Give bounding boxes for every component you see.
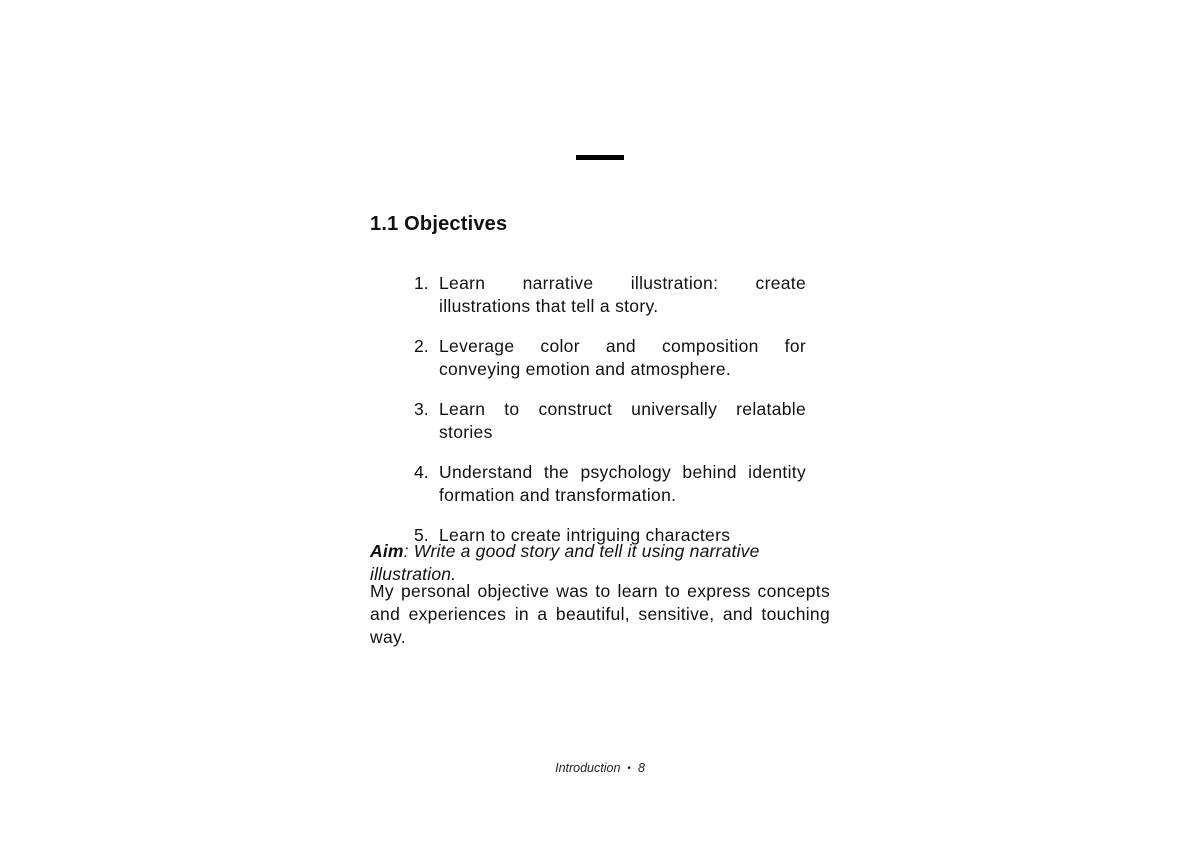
objective-number: 5. xyxy=(414,525,429,545)
aim-label: Aim xyxy=(370,541,404,561)
aim-text: Write a good story and tell it using narrative illustration. xyxy=(370,541,760,584)
objective-text: Learn to construct universally relatable stories xyxy=(439,399,806,442)
objectives-list xyxy=(414,272,806,564)
objective-item xyxy=(414,461,806,507)
objective-item xyxy=(414,398,806,444)
objective-number: 4. xyxy=(414,462,429,482)
objective-text: Learn to create intriguing characters xyxy=(439,525,731,545)
footer-chapter: Introduction xyxy=(555,761,621,775)
objective-number: 1. xyxy=(414,273,429,293)
personal-objective-paragraph: My personal objective was to learn to express concepts and experiences in a beautiful, sensitive, and touching way. xyxy=(370,581,830,647)
section-divider-bar xyxy=(576,155,624,160)
objective-text: Learn narrative illustration: create illustrations that tell a story. xyxy=(439,273,806,316)
objective-item xyxy=(414,272,806,318)
objective-text: Understand the psychology behind identity formation and transformation. xyxy=(439,462,806,505)
objective-number: 3. xyxy=(414,399,429,419)
objective-text: Leverage color and composition for conveying emotion and atmosphere. xyxy=(439,336,806,379)
page-footer xyxy=(0,761,1200,775)
objective-number: 2. xyxy=(414,336,429,356)
objective-item xyxy=(414,335,806,381)
section-heading: 1.1 Objectives xyxy=(370,213,508,235)
aim-separator: : xyxy=(403,541,409,561)
footer-separator: • xyxy=(627,763,631,774)
page-number: 8 xyxy=(637,761,645,775)
